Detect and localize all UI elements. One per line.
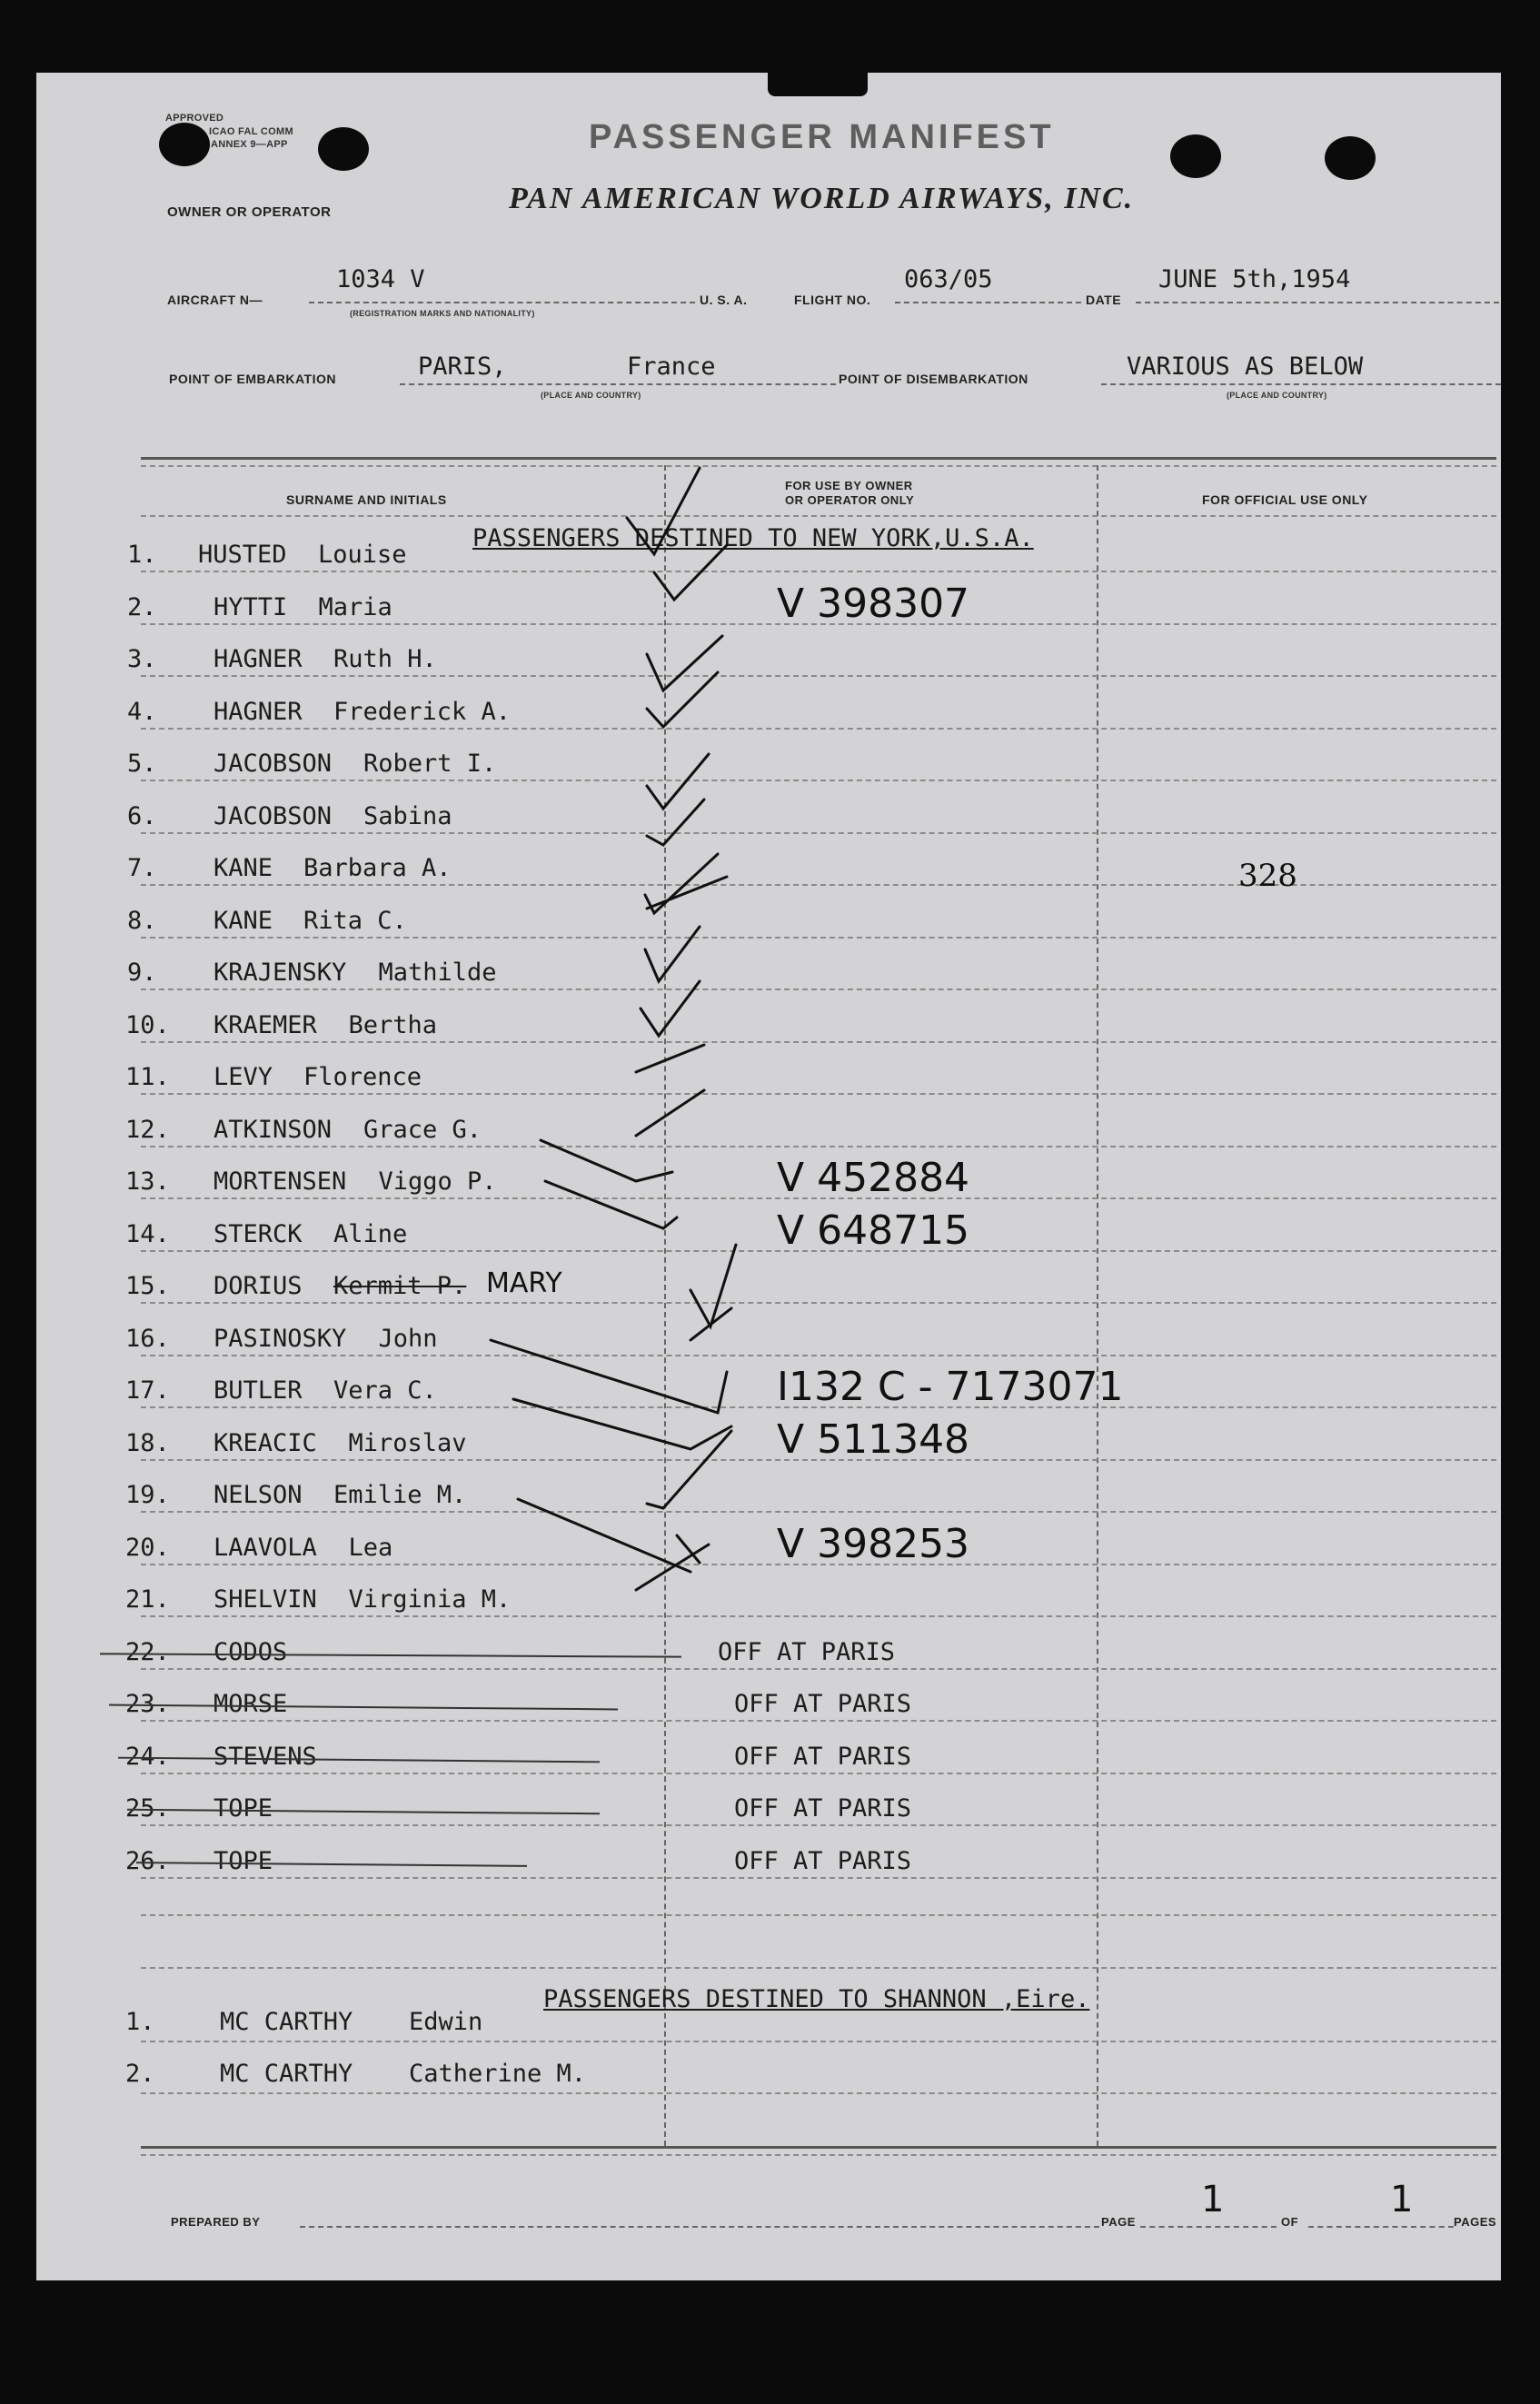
passenger-surname: BUTLER <box>214 1376 303 1405</box>
shannon-passenger-number: 1. <box>125 2008 155 2036</box>
passenger-given-name: Frederick A. <box>333 698 512 726</box>
approval-line-1: APPROVED <box>165 113 224 124</box>
embark-city: PARIS, <box>418 353 507 381</box>
aircraft-label: AIRCRAFT N— <box>167 293 263 307</box>
passenger-number: 13. <box>125 1167 170 1196</box>
passenger-number: 24. <box>125 1743 170 1771</box>
passenger-surname: ATKINSON <box>214 1116 333 1144</box>
passenger-surname: KANE <box>214 907 273 935</box>
col-owner-2: OR OPERATOR ONLY <box>785 493 915 507</box>
passenger-surname: PASINOSKY <box>214 1325 347 1353</box>
off-at-paris-note: OFF AT PARIS <box>734 1690 912 1718</box>
passenger-given-name: Bertha <box>348 1011 438 1039</box>
embark-country: France <box>627 353 716 381</box>
checkmark-stroke <box>645 854 727 913</box>
col-owner-1: FOR USE BY OWNER <box>785 479 913 492</box>
passenger-surname: JACOBSON <box>214 802 333 830</box>
passenger-given-name: Robert I. <box>363 750 497 778</box>
page-label: PAGE <box>1101 2215 1136 2229</box>
passenger-given-name: Barbara A. <box>303 854 452 882</box>
passenger-number: 12. <box>125 1116 170 1144</box>
checkmark-stroke <box>647 1431 731 1508</box>
passenger-surname: KRAEMER <box>214 1011 317 1039</box>
section-shannon: PASSENGERS DESTINED TO SHANNON ,Eire. <box>543 1985 1090 2013</box>
passenger-given-name: Aline <box>333 1220 408 1248</box>
passenger-number: 7. <box>127 854 157 882</box>
passenger-number: 10. <box>125 1011 170 1039</box>
passenger-surname: TOPE <box>214 1847 273 1875</box>
checkmark-stroke <box>545 1181 677 1228</box>
col-official: FOR OFFICIAL USE ONLY <box>1202 492 1368 507</box>
passenger-number: 8. <box>127 907 157 935</box>
passenger-number: 3. <box>127 645 157 673</box>
off-at-paris-note: OFF AT PARIS <box>734 1847 912 1875</box>
visa-number-note: V 398253 <box>777 1521 970 1567</box>
passenger-given-name: Lea <box>348 1534 393 1562</box>
dorius-correction: MARY <box>486 1267 562 1299</box>
passenger-surname: JACOBSON <box>214 750 333 778</box>
checkmark-stroke <box>518 1499 700 1572</box>
checkmark-stroke <box>647 636 722 690</box>
visa-number-note: V 648715 <box>777 1207 970 1254</box>
passenger-number: 25. <box>125 1794 170 1823</box>
passenger-surname: KREACIC <box>214 1429 317 1457</box>
passenger-surname: HYTTI <box>214 593 288 621</box>
visa-number-note: V 511348 <box>777 1416 970 1463</box>
passenger-given-name: Virginia M. <box>348 1585 512 1614</box>
passenger-surname: NELSON <box>214 1481 303 1509</box>
passenger-number: 4. <box>127 698 157 726</box>
passenger-number: 1. <box>127 541 157 569</box>
passenger-given-name: Vera C. <box>333 1376 437 1405</box>
shannon-passenger-surname: MC CARTHY <box>220 2060 353 2088</box>
checkmark-stroke <box>654 545 727 600</box>
approval-line-3: ANNEX 9—APP <box>211 139 288 150</box>
disembark-sub: (PLACE AND COUNTRY) <box>1227 391 1327 400</box>
passenger-surname: KANE <box>214 854 273 882</box>
checkmark-stroke <box>691 1245 736 1326</box>
checkmark-stroke <box>627 468 700 554</box>
passenger-number: 16. <box>125 1325 170 1353</box>
passenger-surname: STERCK <box>214 1220 303 1248</box>
passenger-surname: LAAVOLA <box>214 1534 317 1562</box>
passenger-surname: MORSE <box>214 1690 288 1718</box>
passenger-surname: TOPE <box>214 1794 273 1823</box>
official-note: 328 <box>1238 858 1297 894</box>
checkmark-stroke <box>691 1308 731 1340</box>
passenger-number: 17. <box>125 1376 170 1405</box>
embark-sub: (PLACE AND COUNTRY) <box>541 391 641 400</box>
checkmark-stroke <box>636 1090 704 1136</box>
approval-line-2: ICAO FAL COMM <box>209 126 293 137</box>
off-at-paris-note: OFF AT PARIS <box>734 1794 912 1823</box>
pages-label: PAGES <box>1454 2215 1497 2229</box>
passenger-given-name: Ruth H. <box>333 645 437 673</box>
passenger-number: 5. <box>127 750 157 778</box>
flight-label: FLIGHT NO. <box>794 293 871 307</box>
passenger-given-name: Mathilde <box>378 959 497 987</box>
passenger-given-name: Viggo P. <box>378 1167 497 1196</box>
passenger-given-name: Grace G. <box>363 1116 482 1144</box>
total-pages: 1 <box>1390 2179 1414 2220</box>
passenger-number: 18. <box>125 1429 170 1457</box>
passenger-given-name: Louise <box>318 541 407 569</box>
passenger-number: 11. <box>125 1063 170 1091</box>
checkmark-stroke <box>647 754 709 809</box>
passenger-surname: HAGNER <box>214 698 303 726</box>
passenger-given-name: Sabina <box>363 802 452 830</box>
visa-number-note: V 452884 <box>777 1155 970 1201</box>
shannon-passenger-surname: MC CARTHY <box>220 2008 353 2036</box>
embark-label: POINT OF EMBARKATION <box>169 372 336 386</box>
date-label: DATE <box>1086 293 1122 307</box>
prepared-by-label: PREPARED BY <box>171 2215 261 2229</box>
passenger-given-name: Rita C. <box>303 907 407 935</box>
checkmark-stroke <box>647 800 704 845</box>
passenger-number: 6. <box>127 802 157 830</box>
passenger-number: 2. <box>127 593 157 621</box>
passenger-number: 21. <box>125 1585 170 1614</box>
checkmark-stroke <box>636 1545 709 1590</box>
airline-name: PAN AMERICAN WORLD AIRWAYS, INC. <box>509 182 1135 215</box>
passenger-surname: STEVENS <box>214 1743 317 1771</box>
checkmark-stroke <box>641 981 700 1036</box>
flight-value: 063/05 <box>904 265 993 293</box>
disembark-value: VARIOUS AS BELOW <box>1127 353 1364 381</box>
checkmark-stroke <box>541 1140 672 1181</box>
passenger-number: 20. <box>125 1534 170 1562</box>
passenger-number: 26. <box>125 1847 170 1875</box>
checkmark-stroke <box>636 1045 704 1072</box>
passenger-given-name: Kermit P. <box>333 1272 467 1300</box>
shannon-passenger-number: 2. <box>125 2060 155 2088</box>
passenger-number: 14. <box>125 1220 170 1248</box>
of-label: OF <box>1281 2215 1299 2229</box>
passenger-given-name: Emilie M. <box>333 1481 467 1509</box>
date-value: JUNE 5th,1954 <box>1158 265 1351 293</box>
visa-number-note: I132 C - 7173071 <box>777 1364 1124 1410</box>
section-new-york: PASSENGERS DESTINED TO NEW YORK,U.S.A. <box>472 524 1034 552</box>
disembark-label: POINT OF DISEMBARKATION <box>839 372 1028 386</box>
passenger-surname: HUSTED <box>198 541 287 569</box>
passenger-given-name: Miroslav <box>348 1429 467 1457</box>
owner-label: OWNER OR OPERATOR <box>167 204 332 220</box>
shannon-passenger-given-name: Edwin <box>409 2008 483 2036</box>
off-at-paris-note: OFF AT PARIS <box>718 1638 896 1666</box>
col-surname: SURNAME AND INITIALS <box>286 492 447 507</box>
passenger-number: 19. <box>125 1481 170 1509</box>
passenger-surname: SHELVIN <box>214 1585 317 1614</box>
passenger-given-name: Florence <box>303 1063 422 1091</box>
passenger-surname: KRAJENSKY <box>214 959 347 987</box>
passenger-surname: MORTENSEN <box>214 1167 347 1196</box>
aircraft-value: 1034 V <box>336 265 425 293</box>
off-at-paris-note: OFF AT PARIS <box>734 1743 912 1771</box>
passenger-given-name: Maria <box>318 593 392 621</box>
page-number: 1 <box>1201 2179 1225 2220</box>
passenger-number: 15. <box>125 1272 170 1300</box>
passenger-surname: LEVY <box>214 1063 273 1091</box>
passenger-surname: HAGNER <box>214 645 303 673</box>
checkmark-stroke <box>645 927 700 981</box>
passenger-given-name: John <box>378 1325 438 1353</box>
passenger-number: 23. <box>125 1690 170 1718</box>
aircraft-sub: (REGISTRATION MARKS AND NATIONALITY) <box>350 309 535 318</box>
visa-number-note: V 398307 <box>777 581 970 627</box>
page-title: PASSENGER MANIFEST <box>589 118 1055 156</box>
passenger-number: 22. <box>125 1638 170 1666</box>
passenger-surname: CODOS <box>214 1638 288 1666</box>
shannon-passenger-given-name: Catherine M. <box>409 2060 587 2088</box>
usa-label: U. S. A. <box>700 293 748 307</box>
passenger-number: 9. <box>127 959 157 987</box>
passenger-surname: DORIUS <box>214 1272 303 1300</box>
